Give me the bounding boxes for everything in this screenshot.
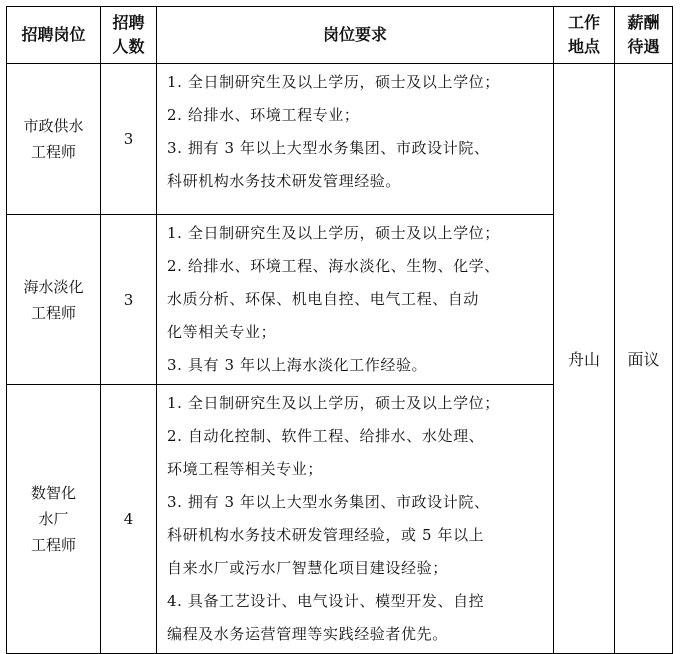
requirement-line: 2. 给排水、环境工程专业； bbox=[167, 106, 360, 124]
position-line: 数智化 bbox=[30, 484, 76, 502]
requirement-line: 1. 全日制研究生及以上学历，硕士及以上学位； bbox=[167, 73, 500, 91]
header-row bbox=[7, 7, 673, 64]
requirement-line: 2. 自动化控制、软件工程、给排水、水处理、 bbox=[167, 427, 485, 445]
requirements-cell bbox=[157, 215, 554, 385]
requirement-line: 编程及水务运营管理等实践经验者优先。 bbox=[167, 625, 448, 643]
position-line: 市政供水 bbox=[23, 117, 84, 135]
position-cell bbox=[7, 215, 101, 385]
requirement-line: 3. 具有 3 年以上海水淡化工作经验。 bbox=[167, 356, 428, 374]
requirement-line: 环境工程等相关专业； bbox=[167, 460, 324, 478]
position-cell bbox=[7, 385, 101, 654]
header-salary bbox=[615, 7, 673, 64]
header-salary-line: 薪酬 bbox=[627, 13, 660, 32]
table-row bbox=[7, 64, 673, 215]
recruitment-table bbox=[6, 6, 673, 654]
position-line: 工程师 bbox=[30, 536, 76, 554]
header-count-line: 人数 bbox=[112, 37, 145, 56]
requirement-line: 1. 全日制研究生及以上学历，硕士及以上学位； bbox=[167, 224, 500, 242]
requirement-line: 2. 给排水、环境工程、海水淡化、生物、化学、 bbox=[167, 257, 500, 275]
header-count bbox=[101, 7, 157, 64]
header-location-line: 地点 bbox=[567, 37, 600, 56]
position-line: 工程师 bbox=[30, 303, 76, 322]
requirement-line: 1. 全日制研究生及以上学历，硕士及以上学位； bbox=[167, 394, 500, 412]
requirement-line: 3. 拥有 3 年以上大型水务集团、市政设计院、 bbox=[167, 139, 490, 157]
position-line: 海水淡化 bbox=[23, 277, 84, 296]
header-requirements: 岗位要求 bbox=[157, 7, 554, 64]
count-cell: 4 bbox=[101, 385, 157, 654]
position-cell bbox=[7, 64, 101, 215]
location-cell: 舟山 bbox=[554, 64, 615, 654]
requirement-line: 化等相关专业； bbox=[167, 323, 277, 341]
requirement-line: 水质分析、环保、机电自控、电气工程、自动 bbox=[167, 290, 480, 308]
header-count-line: 招聘 bbox=[112, 13, 145, 32]
requirement-line: 科研机构水务技术研发管理经验。 bbox=[167, 172, 402, 190]
requirements-cell bbox=[157, 64, 554, 215]
header-salary-line: 待遇 bbox=[627, 37, 660, 56]
header-location bbox=[554, 7, 615, 64]
requirement-line: 科研机构水务技术研发管理经验，或 5 年以上 bbox=[167, 526, 485, 544]
count-cell: 3 bbox=[101, 215, 157, 385]
position-line: 水厂 bbox=[38, 510, 69, 528]
count-cell: 3 bbox=[101, 64, 157, 215]
requirement-line: 自来水厂或污水厂智慧化项目建设经验； bbox=[167, 559, 448, 577]
position-line: 工程师 bbox=[30, 143, 76, 161]
requirement-line: 4. 具备工艺设计、电气设计、模型开发、自控 bbox=[167, 592, 485, 610]
salary-cell: 面议 bbox=[615, 64, 673, 654]
header-position: 招聘岗位 bbox=[7, 7, 101, 64]
header-location-line: 工作 bbox=[567, 13, 600, 32]
requirements-cell bbox=[157, 385, 554, 654]
requirement-line: 3. 拥有 3 年以上大型水务集团、市政设计院、 bbox=[167, 493, 490, 511]
